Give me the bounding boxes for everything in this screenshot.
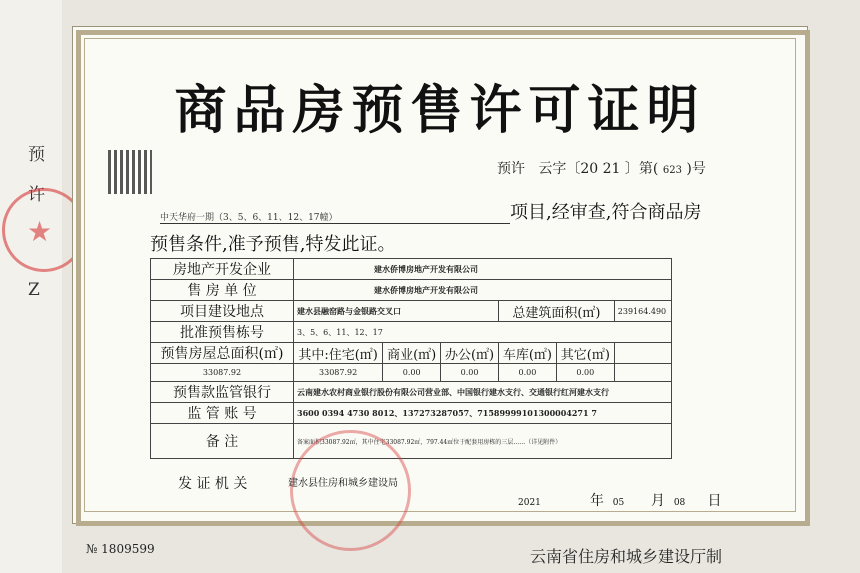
permit-di: 〕第( [624, 161, 659, 177]
commercial-value: 0.00 [383, 364, 441, 382]
date-month-char: 月 [650, 493, 665, 509]
project-name: 中天华府一期（3、5、6、11、12、17幢） [160, 210, 510, 224]
date-day: 08 [673, 498, 686, 508]
area-label: 预售房屋总面积(㎡) [151, 343, 294, 364]
side-char: Z [28, 280, 40, 300]
permit-year: 21 [602, 161, 621, 177]
certificate-title: 商品房预售许可证明 [174, 81, 706, 141]
statement-line-2: 预售条件,准予预售,特发此证。 [150, 234, 396, 255]
residential-label: 其中:住宅(㎡) [294, 343, 383, 364]
location-label: 项目建设地点 [151, 301, 294, 322]
seller-value: 建水侨博房地产开发有限公司 [294, 280, 672, 301]
buildings-label: 批准预售栋号 [151, 322, 294, 343]
office-label: 办公(㎡) [441, 343, 499, 364]
office-value: 0.00 [441, 364, 499, 382]
permit-suffix: )号 [686, 161, 706, 177]
info-table [150, 258, 672, 459]
account-label: 监 管 账 号 [151, 403, 294, 424]
permit-region: 云字〔20 [538, 161, 599, 177]
total-area-value: 239164.490 [614, 301, 671, 322]
residential-value: 33087.92 [294, 364, 383, 382]
location-value: 建水县融窑路与金银路交叉口 [294, 301, 499, 322]
issue-date [518, 490, 722, 510]
permit-number [497, 158, 706, 178]
developer-label: 房地产开发企业 [151, 259, 294, 280]
maker-label: 云南省住房和城乡建设厅制 [530, 547, 723, 566]
adjacent-page-strip [0, 0, 62, 573]
area-total-value: 33087.92 [151, 364, 294, 382]
serial-number: № 1809599 [86, 542, 155, 556]
star-icon: ★ [27, 215, 53, 248]
date-day-char: 日 [707, 493, 722, 509]
garage-label: 车库(㎡) [499, 343, 557, 364]
red-seal-issuer [290, 430, 411, 551]
issuer-label: 发 证 机 关 [178, 476, 248, 492]
issuer-name: 建水县住房和城乡建设局 [288, 478, 398, 489]
other-value: 0.00 [556, 364, 614, 382]
developer-value: 建水侨博房地产开发有限公司 [294, 259, 672, 280]
remark-value: 备案面积33087.92㎡，其中住宅33087.92㎡，797.44㎡位于配套用房栋的三层……（详见附件） [294, 424, 672, 459]
statement-line-1 [160, 198, 701, 224]
statement-tail: 项目,经审查,符合商品房 [510, 202, 702, 223]
qr-code[interactable] [108, 150, 152, 194]
permit-prefix: 预许 [497, 161, 525, 177]
total-area-label: 总建筑面积(㎡) [499, 301, 615, 322]
account-value: 3600 0394 4730 8012、137273287057、71589999101300004271 7 [294, 403, 672, 424]
commercial-label: 商业(㎡) [383, 343, 441, 364]
garage-value: 0.00 [499, 364, 557, 382]
date-year-char: 年 [589, 493, 604, 509]
bank-value: 云南建水农村商业银行股份有限公司营业部、中国银行建水支行、交通银行红河建水支行 [294, 382, 672, 403]
side-char: 预 [28, 145, 45, 165]
bank-label: 预售款监管银行 [151, 382, 294, 403]
buildings-value: 3、5、6、11、12、17 [294, 322, 672, 343]
other-label: 其它(㎡) [556, 343, 614, 364]
date-year: 2021 [518, 498, 541, 508]
remark-label: 备 注 [151, 424, 294, 459]
side-char: 许 [28, 185, 45, 205]
permit-num-value: 623 [662, 165, 682, 176]
seller-label: 售 房 单 位 [151, 280, 294, 301]
date-month: 05 [612, 498, 625, 508]
